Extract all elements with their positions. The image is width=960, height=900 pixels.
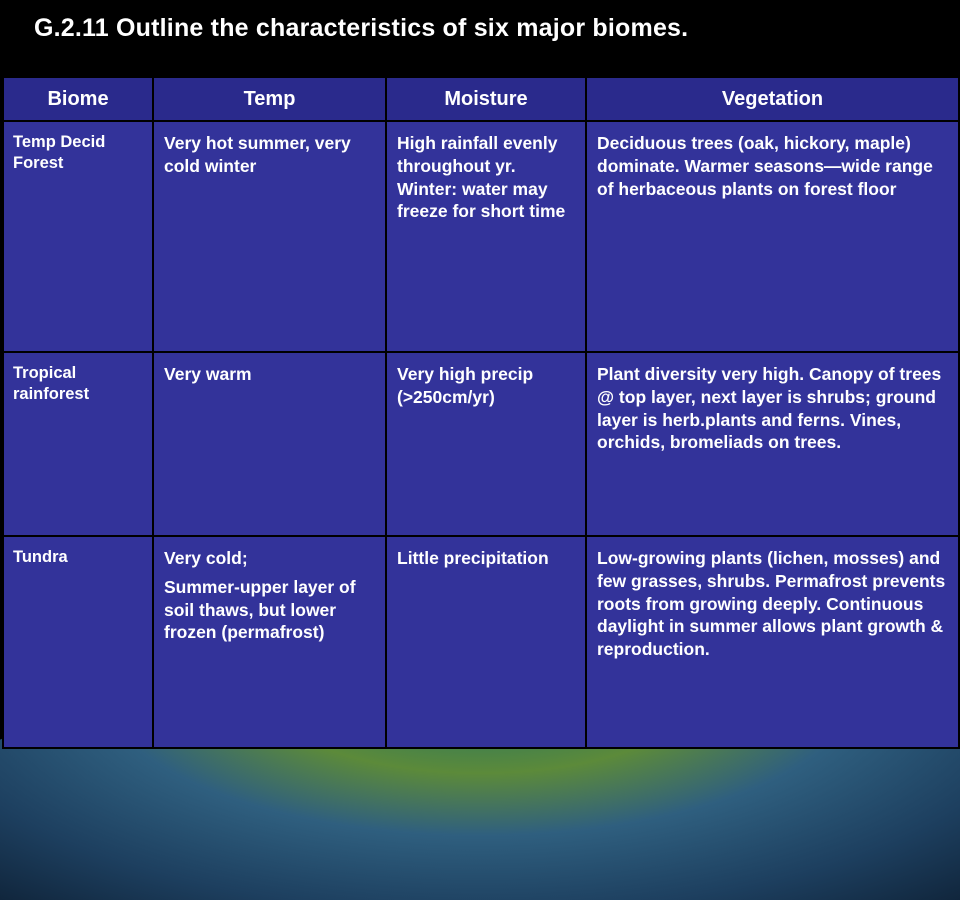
cell-biome: Tundra [3,536,153,748]
header-temp: Temp [153,77,386,121]
cell-moisture: High rainfall evenly throughout yr. Winter: water may freeze for short time [386,121,586,352]
cell-biome: Tropical rainforest [3,352,153,536]
biome-table [2,76,960,749]
header-biome: Biome [3,77,153,121]
cell-temp-detail: Summer-upper layer of soil thaws, but lower frozen (permafrost) [164,576,356,643]
cell-temp [153,536,386,748]
header-moisture: Moisture [386,77,586,121]
cell-vegetation: Plant diversity very high. Canopy of trees @ top layer, next layer is shrubs; ground layer is herb.plants and ferns. Vines, orchids, bromeliads on trees. [586,352,959,536]
cell-temp [153,121,386,352]
cell-temp-text: Very warm [164,364,252,384]
cell-moisture: Very high precip (>250cm/yr) [386,352,586,536]
slide-title: G.2.11 Outline the characteristics of six major biomes. [34,14,689,42]
table-row [3,121,959,352]
cell-vegetation: Deciduous trees (oak, hickory, maple) dominate. Warmer seasons—wide range of herbaceous plants on forest floor [586,121,959,352]
cell-temp-text: Very hot summer, very cold winter [164,133,351,176]
cell-temp-text: Very cold; [164,548,248,568]
table-row [3,352,959,536]
cell-temp [153,352,386,536]
cell-biome: Temp Decid Forest [3,121,153,352]
cell-moisture: Little precipitation [386,536,586,748]
header-vegetation: Vegetation [586,77,959,121]
cell-vegetation: Low-growing plants (lichen, mosses) and few grasses, shrubs. Permafrost prevents roots from growing deeply. Continuous daylight in summer allows plant growth & reproduction. [586,536,959,748]
table-row [3,536,959,748]
table-header-row [3,77,959,121]
